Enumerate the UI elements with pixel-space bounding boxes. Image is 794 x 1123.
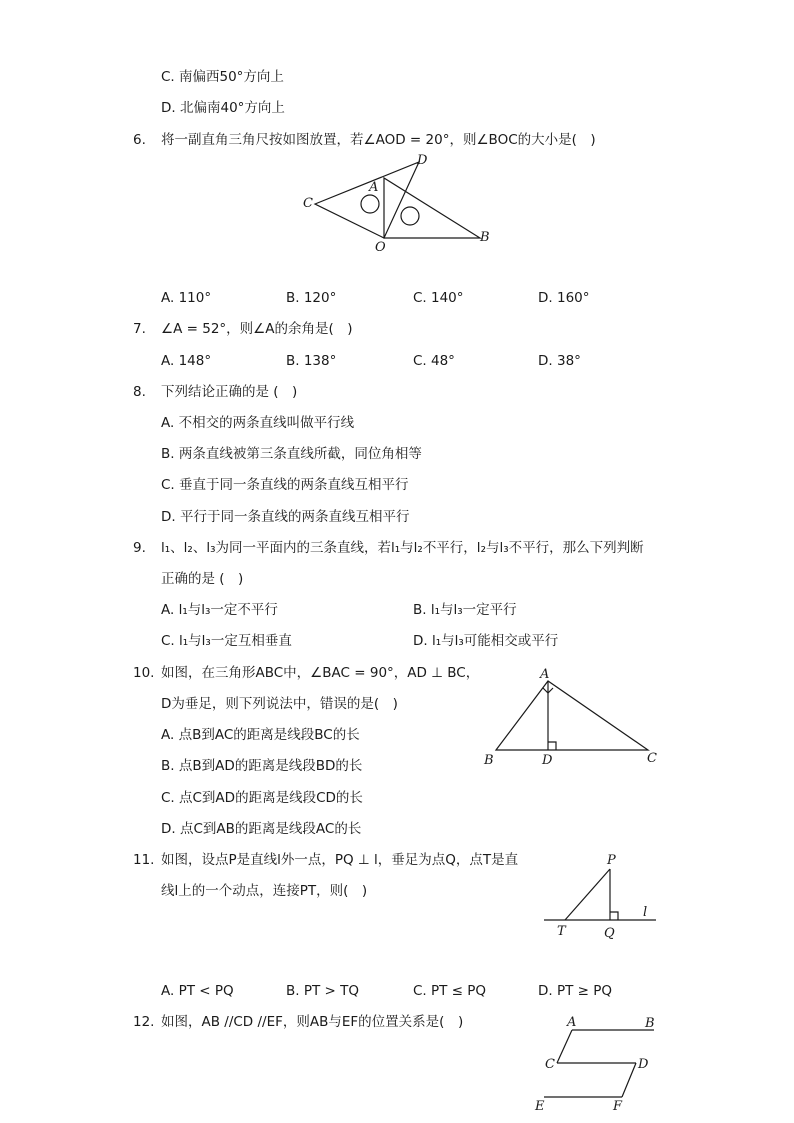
q6-label-b: B [480,230,490,245]
q8-option-b: B. 两条直线被第三条直线所截，同位角相等 [161,446,422,462]
q8-option-a: A. 不相交的两条直线叫做平行线 [161,415,355,431]
q12-label-b: B [645,1016,655,1031]
q6-number: 6. [133,132,146,148]
q7-option-a: A. 148° [161,353,212,369]
q10-stem-line2: D为垂足，则下列说法中，错误的是( ) [161,696,398,712]
q6-option-d: D. 160° [538,290,590,306]
q9-option-d: D. l₁与l₃可能相交或平行 [413,633,559,649]
q12-label-f: F [613,1099,623,1114]
q7-number: 7. [133,321,146,337]
q10-option-b: B. 点B到AD的距离是线段BD的长 [161,758,363,774]
q10-number: 10. [133,665,155,681]
q12-label-e: E [535,1099,545,1114]
q9-option-c: C. l₁与l₃一定互相垂直 [161,633,292,649]
q6-label-o: O [375,240,386,255]
q12-label-d: D [638,1057,649,1072]
q6-label-d: D [417,153,428,168]
q11-label-t: T [557,924,566,939]
q11-stem-line1: 如图，设点P是直线l外一点，PQ ⊥ l，垂足为点Q，点T是直 [161,852,519,868]
q11-option-d: D. PT ≥ PQ [538,983,613,999]
q6-label-a: A [369,180,379,195]
q12-label-c: C [545,1057,555,1072]
q10-label-a: A [540,667,550,682]
q12-label-a: A [567,1015,577,1030]
q6-option-a: A. 110° [161,290,212,306]
q11-option-a: A. PT < PQ [161,983,234,999]
q9-option-b: B. l₁与l₃一定平行 [413,602,517,618]
q7-stem: ∠A = 52°，则∠A的余角是( ) [161,321,353,337]
q9-stem-line2: 正确的是 ( ) [161,571,244,587]
q6-option-b: B. 120° [286,290,337,306]
q11-option-b: B. PT > TQ [286,983,359,999]
q11-label-q: Q [604,926,615,941]
q9-stem-line1: l₁、l₂、l₃为同一平面内的三条直线，若l₁与l₂不平行，l₂与l₃不平行，那么下列判断 [161,540,644,556]
q10-stem-line1: 如图，在三角形ABC中，∠BAC = 90°，AD ⊥ BC， [161,665,480,681]
q12-number: 12. [133,1014,155,1030]
q12-stem: 如图，AB //CD //EF，则AB与EF的位置关系是( ) [161,1014,464,1030]
q8-option-c: C. 垂直于同一条直线的两条直线互相平行 [161,477,409,493]
q7-option-d: D. 38° [538,353,581,369]
q10-label-c: C [647,751,657,766]
q8-number: 8. [133,384,146,400]
q9-option-a: A. l₁与l₃一定不平行 [161,602,278,618]
q8-stem: 下列结论正确的是 ( ) [161,384,298,400]
q11-stem-line2: 线l上的一个动点，连接PT，则( ) [161,883,368,899]
q10-option-a: A. 点B到AC的距离是线段BC的长 [161,727,360,743]
q7-option-c: C. 48° [413,353,455,369]
q5-option-d: D. 北偏南40°方向上 [161,100,285,116]
q11-number: 11. [133,852,155,868]
q11-option-c: C. PT ≤ PQ [413,983,487,999]
q6-stem: 将一副直角三角尺按如图放置，若∠AOD = 20°，则∠BOC的大小是( ) [161,132,596,148]
q11-label-p: P [607,853,616,868]
q10-label-d: D [542,753,553,768]
q10-option-c: C. 点C到AD的距离是线段CD的长 [161,790,363,806]
q7-option-b: B. 138° [286,353,337,369]
q10-label-b: B [484,753,494,768]
q11-label-l: l [643,905,648,920]
q6-option-c: C. 140° [413,290,464,306]
q9-number: 9. [133,540,146,556]
q8-option-d: D. 平行于同一条直线的两条直线互相平行 [161,509,410,525]
q10-option-d: D. 点C到AB的距离是线段AC的长 [161,821,362,837]
q5-option-c: C. 南偏西50°方向上 [161,69,284,85]
q6-label-c: C [303,196,313,211]
